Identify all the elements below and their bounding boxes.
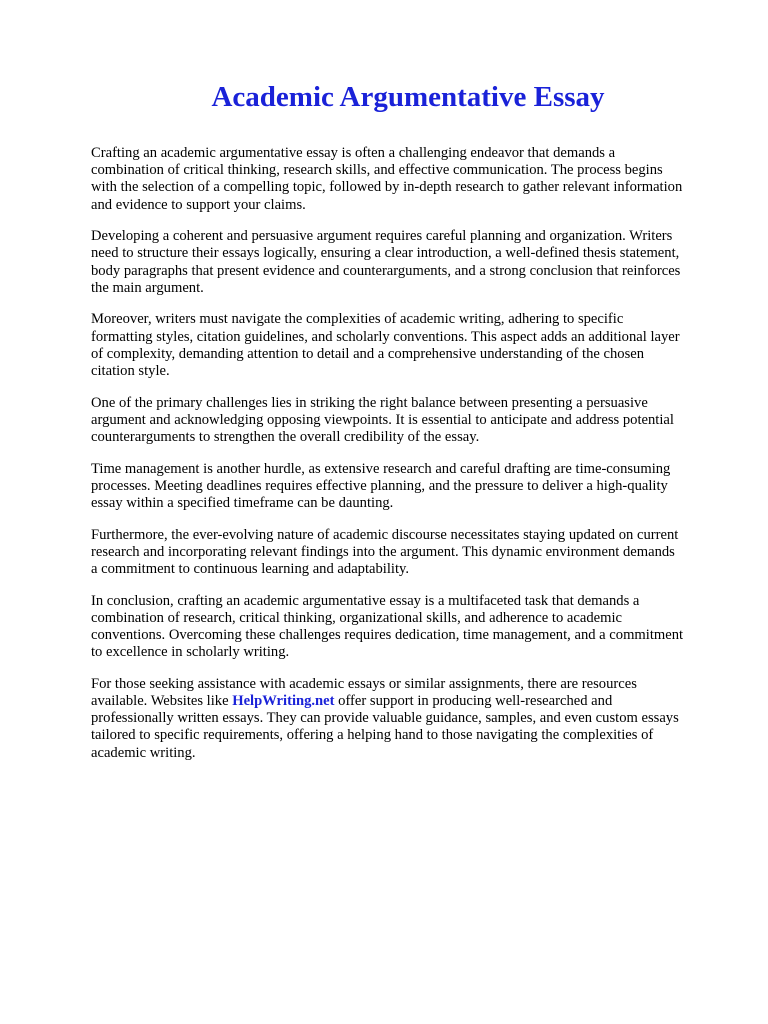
paragraph-1 [91,145,721,214]
paragraph-line: Time management is another hurdle, as extensive research and careful drafting are time-consuming [91,460,671,477]
paragraph-line-with-link [91,693,721,710]
document-body [91,145,721,776]
paragraph-line: research and incorporating relevant findings into the argument. This dynamic environment demands [91,543,675,560]
paragraph-3 [91,311,721,380]
paragraph-line: academic writing. [91,744,196,761]
paragraph-4 [91,395,721,447]
paragraph-line: argument and acknowledging opposing viewpoints. It is essential to anticipate and address potential [91,411,674,428]
paragraph-line: tailored to specific requirements, offering a helping hand to those navigating the complexities of [91,727,654,744]
paragraph-line: need to structure their essays logically, ensuring a clear introduction, a well-defined thesis statement, [91,245,680,262]
document-title: Academic Argumentative Essay [211,81,605,113]
paragraph-line: For those seeking assistance with academic essays or similar assignments, there are resources [91,675,637,692]
helpwriting-link[interactable]: HelpWriting.net [232,693,335,710]
paragraph-line: the main argument. [91,279,204,296]
paragraph-line: conventions. Overcoming these challenges requires dedication, time management, and a commitment [91,627,684,644]
paragraph-line: professionally written essays. They can provide valuable guidance, samples, and even custom essays [91,710,679,727]
paragraph-2 [91,228,721,297]
paragraph-line: combination of research, critical thinking, organizational skills, and adherence to academic [91,609,622,626]
paragraph-5 [91,461,721,513]
paragraph-line: processes. Meeting deadlines requires effective planning, and the pressure to deliver a high-quality [91,477,668,494]
paragraph-line: combination of critical thinking, research skills, and effective communication. The process begins [91,162,663,179]
paragraph-line: Furthermore, the ever-evolving nature of academic discourse necessitates staying updated on current [91,526,679,543]
paragraph-6 [91,527,721,579]
paragraph-line: In conclusion, crafting an academic argumentative essay is a multifaceted task that demands a [91,592,640,609]
paragraph-line: of complexity, demanding attention to detail and a comprehensive understanding of the chosen [91,345,645,362]
paragraph-line: with the selection of a compelling topic, followed by in-depth research to gather relevant information [91,179,683,196]
paragraph-line: essay within a specified timeframe can be daunting. [91,495,394,512]
paragraph-line: counterarguments to strengthen the overall credibility of the essay. [91,429,480,446]
paragraph-line: and evidence to support your claims. [91,196,306,213]
link-prefix-text: available. Websites like [91,693,233,710]
paragraph-line: Developing a coherent and persuasive argument requires careful planning and organization. Writers [91,228,673,245]
paragraph-line: body paragraphs that present evidence and counterarguments, and a strong conclusion that reinforces [91,262,681,279]
paragraph-line: Moreover, writers must navigate the complexities of academic writing, adhering to specific [91,311,624,328]
paragraph-7 [91,593,721,662]
paragraph-line: Crafting an academic argumentative essay is often a challenging endeavor that demands a [91,145,616,161]
paragraph-line: citation style. [91,363,170,380]
link-suffix-text: offer support in producing well-researched and [334,693,613,710]
paragraph-line: formatting styles, citation guidelines, and scholarly conventions. This aspect adds an additional layer [91,328,680,345]
paragraph-line: One of the primary challenges lies in striking the right balance between presenting a persuasive [91,394,648,411]
paragraph-line: a commitment to continuous learning and adaptability. [91,561,410,578]
paragraph-8 [91,676,721,762]
paragraph-line: to excellence in scholarly writing. [91,644,290,661]
